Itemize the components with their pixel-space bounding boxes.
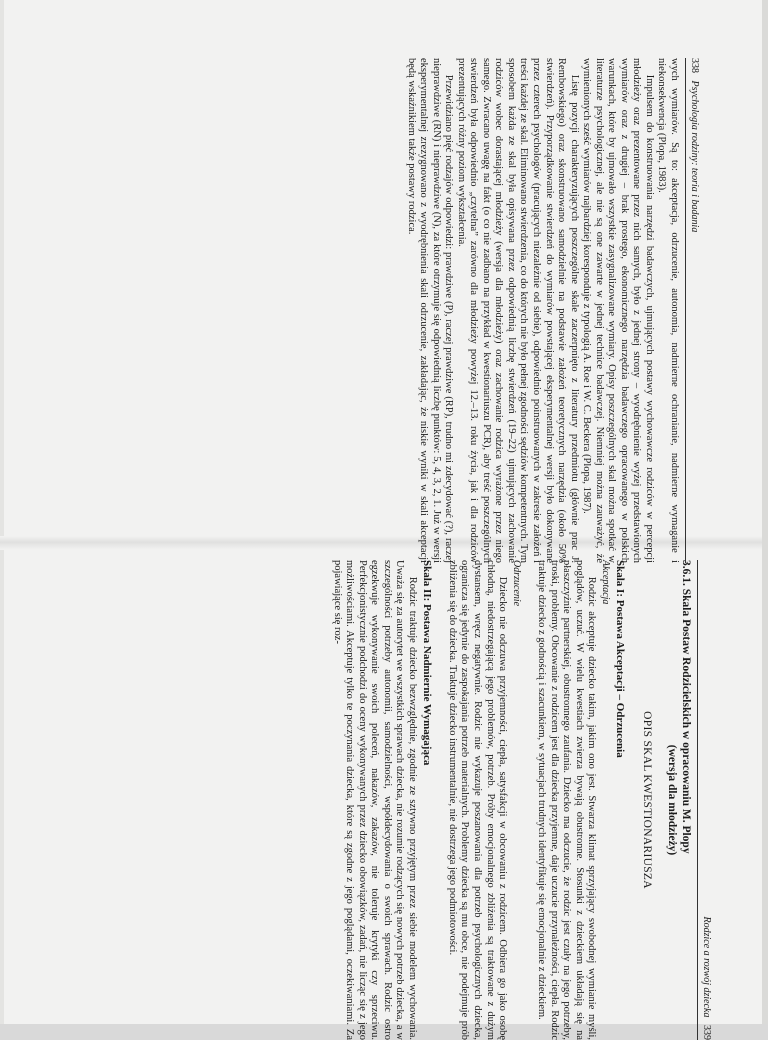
scale-1-paragraph-rejection: Dziecko nie odczuwa przyjemności, ciepła, satysfakcji w obcowaniu z rodzicem. Odbiera go jako osobę chłodną, niedostrzegającą jego problemów, potrzeb. Próby emocjonalnego zbliżenia są traktowane z dużym dystansem, wręcz negatywnie. Rodzic nie wykazuje poszanowania dla potrzeb psychologicznych dziecka, ogranicza się jedynie do zaspokajania potrzeb materialnych. Problemy dziecka są mu obce, nie podejmuje prób zbliżenia się do dziecka. Traktuje dziecko instrumentalnie, nie dostrzega jego podmiotowości. [446,560,509,1040]
left-page-number: 338 [689,58,700,73]
right-running-head [697,560,712,1040]
left-running-title: Psychologia rodziny: teoria i badania [689,80,700,233]
right-running-title: Rodzice a rozwój dziecka [701,916,712,1018]
scale-1-subheading-acceptance: Akceptacja [599,560,611,605]
left-paragraph: Impulsem do konstruowania narzędzi badawczych, ujmujących postawy wychowawcze rodziców w percepcji młodzieży oraz prezentowane przez nich samych, było z jednej strony – wyodrębnienie wyżej przedstawionych wymiarów oraz z drugiej – brak prostego, ekonomicznego narzędzia badawczego opracowanego w polskich warunkach, które by ujmowało wszystkie zasygnalizowane wymiary. Opisy poszczególnych skal można spotkać w literaturze psychologicznej, ale nie są one zawarte w jednej technice badawczej. Niemniej można zauważyć, że wymienionych sześć wymiarów najbardziej koresponduje z typologią A. Roe i W. C. Beckera (Plopa, 1987). [581,58,655,563]
left-paragraph: wych wymiarów. Są to: akceptacja, odrzucenie, autonomia, nadmierne ochranianie, nadmierne wymaganie i niekonsekwencja (Plopa, 1983). [656,58,680,563]
scale-2-title: Skala II: Postawa Nadmiernie Wymagająca [421,560,434,766]
left-page [404,58,700,563]
section-subtitle: (wersja dla młodzieży) [666,744,679,856]
left-paragraph: Przewidziano pięć rodzajów odpowiedzi: prawdziwe (P), raczej prawdziwe (RP), trudno mi zdecydować (?), raczej nieprawdziwe (RN) i nieprawdziwe (N), za które otrzymuje się odpowiednią liczbę punktów: 5, 4, 3, 2, 1. Już w wersji eksperymentalnej zrezygnowano z wyodrębnienia skali odrzucenie, zakładając, że niskie wyniki w skali akceptacji będą wskaźnikiem także postawy rodzica. [405,58,455,563]
scan-edge-left [0,0,4,1024]
scale-2-paragraph: Rodzic traktuje dziecko bezwzględnie, zgodnie ze sztywno przyjętym przez siebie modelem wychowania. Uważa się za autorytet we wszystkich sprawach dziecka, nie rozumie rodzących się nowych potrzeb dziecka, a w szczególności potrzeby autonomii, samodzielności, współdecydowania o swoich sprawach. Rodzic ostro egzekwuje wykonywanie swoich poleceń, nakazów, zakazów, nie toleruje krytyki czy sprzeciwu. Perfekcjonistycznie podchodzi do oceny wykonywanych przez dziecko obowiązków, zadań, nie licząc się z jego możliwościami. Akceptuje tylko te poczynania dziecka, które są zgodne z jego poglądami, oczekiwaniami. Za pojawiające się roz- [331,560,418,1040]
scale-1-subheading-rejection: Odrzucenie [510,560,522,607]
section-title-text: 3.6.1. Skala Postaw Rodzicielskich w opracowaniu M. Plopy [680,560,692,854]
left-paragraph: Listę pozycji charakteryzujących poszczególne skale zaczerpnięto z literatury przedmiotu (głównie prac J. Rembowskiego) oraz skonstruowano samodzielnie na podstawie założeń teoretycznych narzędzia (około 50% stwierdzeń). Przyporządkowanie stwierdzeń do wymiarów powstającej eksperymentalnej wersji było dokonywane przez czterech psychologów (pracujących niezależnie od siebie), odpowiednio poinstruowanych w zakresie założeń i treści każdej ze skal. Eliminowano stwierdzenia, co do których nie było pełnej zgodności sędziów kompetentnych. Tym sposobem każda ze skal była opisywana przez odpowiednią liczbę stwierdzeń (19–22) ujmujących zachowanie rodziców wobec dorastającej młodzieży (wersja dla młodzieży) oraz zachowanie rodzica wyrażone przez niego samego. Zwracano uwagę na fakt (o co nie zadbano na przykład w kwestionariuszu PCR), aby treść poszczególnych stwierdzeń była odpowiednio „czytelna” zarówno dla młodzieży powyżej 12.–13. roku życia, jak i dla rodziców prezentujących różny poziom wykształcenia. [455,58,580,563]
section-title [665,560,692,1040]
caps-heading: OPIS SKAL KWESTIONARIUSZA [641,711,653,889]
scan-edge-right [762,0,768,1024]
left-running-head [685,58,700,563]
scale-1-paragraph-acceptance: Rodzic akceptuje dziecko takim, jakim ono jest. Stwarza klimat sprzyjający swobodnej wymianie myśli, poglądów, uczuć. W wielu kwestiach zwierza bywają obustronne. Stosunki z dzieckiem układają się na płaszczyźnie partnerskiej, obustronnego zaufania. Dziecko ma odczucie, że rodzic jest czuły na jego potrzeby, troski, problemy. Obcowanie z rodzicem jest dla dziecka przyjemne, daje uczucie przynależności, ciepła. Rodzic traktuje dziecko z godnością i szacunkiem, w sytuacjach trudnych identyfikuje się emocjonalnie z dzieckiem. [536,560,598,1040]
scale-1-title: Skala I: Postawa Akceptacji – Odrzucenia [614,560,627,758]
right-page-number: 339 [701,1025,712,1040]
right-page [330,560,712,1040]
